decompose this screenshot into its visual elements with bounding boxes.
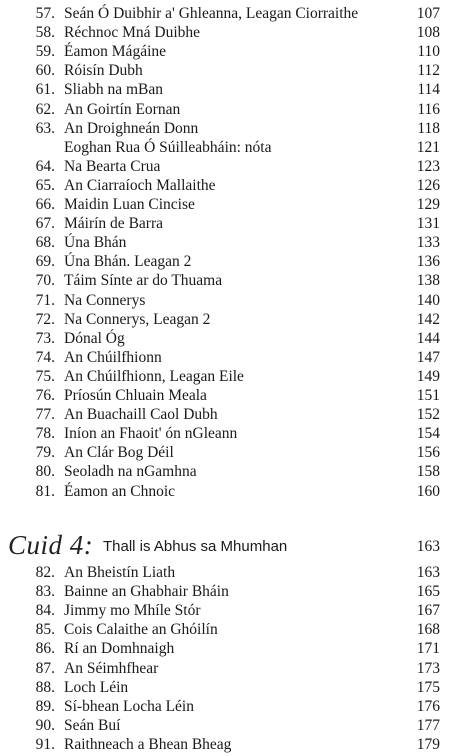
entry-page-number: 129	[416, 196, 440, 213]
entry-number: 81.	[35, 482, 55, 500]
entry-page-number: 173	[416, 659, 440, 677]
toc-entry	[0, 462, 450, 482]
entry-title: Loch Léin	[64, 678, 129, 696]
toc-entry	[0, 119, 450, 139]
toc-entry	[0, 348, 450, 368]
toc-entry	[0, 582, 450, 602]
entry-number: 88.	[35, 678, 55, 696]
entry-page-number: 152	[416, 406, 440, 424]
entry-number: 66.	[35, 196, 55, 213]
toc-entry	[0, 195, 450, 215]
entry-page-number: 151	[416, 387, 440, 404]
toc-entry	[0, 61, 450, 81]
entry-page-number: 121	[416, 138, 440, 156]
entry-title: Róisín Dubh	[64, 62, 143, 80]
entry-title: Táim Sínte ar do Thuama	[64, 272, 223, 290]
toc-entry	[0, 176, 450, 196]
toc-entry	[0, 4, 450, 24]
entry-number: 59.	[35, 43, 55, 61]
entry-title: Iníon an Fhaoit' ón nGleann	[64, 425, 238, 443]
entry-page-number: 156	[416, 444, 440, 462]
toc-entry	[0, 678, 450, 698]
entry-title: An Goirtín Eornan	[64, 100, 181, 118]
toc-entry	[0, 329, 450, 349]
entry-page-number: 158	[416, 463, 440, 481]
entry-title: Úna Bhán. Leagan 2	[64, 253, 192, 271]
toc-entry	[0, 271, 450, 291]
entry-number: 79.	[35, 444, 55, 462]
entry-number: 62.	[35, 100, 55, 118]
entry-page-number: 116	[417, 100, 440, 118]
entry-title: Cois Calaithe an Ghóilín	[64, 621, 218, 639]
entry-number: 90.	[35, 716, 55, 734]
entry-title: Na Bearta Crua	[64, 157, 161, 175]
toc-entry	[0, 601, 450, 621]
entry-number: 77.	[35, 406, 55, 424]
entry-number: 70.	[35, 272, 55, 290]
entry-title: An Droighneán Donn	[64, 119, 199, 137]
entry-number: 68.	[35, 234, 55, 252]
entry-title: Éamon an Chnoic	[64, 482, 176, 500]
entry-page-number: 179	[416, 735, 440, 753]
toc-entry	[0, 405, 450, 425]
entry-title: Na Connerys	[64, 291, 146, 309]
toc-entry	[0, 639, 450, 659]
entry-number: 67.	[35, 215, 55, 233]
entry-number: 72.	[35, 310, 55, 328]
toc-entry	[0, 620, 450, 640]
entry-title: Raithneach a Bhean Bheag	[64, 735, 232, 753]
toc-entry	[0, 697, 450, 717]
entry-title: Úna Bhán	[64, 234, 127, 252]
entry-title: An Ciarraíoch Mallaithe	[64, 176, 216, 194]
entry-page-number: 163	[416, 564, 440, 581]
entry-page-number: 140	[416, 291, 440, 309]
entry-number: 65.	[35, 176, 55, 194]
entry-title: An Chúilfhionn	[64, 348, 162, 366]
entry-title: Réchnoc Mná Duibhe	[64, 24, 201, 42]
entry-title: Bainne an Ghabhair Bháin	[64, 583, 229, 601]
entry-title: Jimmy mo Mhíle Stór	[64, 602, 201, 620]
toc-entry	[0, 233, 450, 253]
entry-number: 76.	[35, 387, 55, 404]
toc-entry	[0, 252, 450, 272]
entry-page-number: 175	[416, 678, 440, 696]
entry-page-number: 110	[417, 43, 440, 61]
entry-page-number: 177	[416, 716, 440, 734]
entry-number: 82.	[35, 564, 55, 581]
toc-entry	[0, 310, 450, 330]
entry-page-number: 171	[416, 640, 440, 658]
entry-number: 60.	[35, 62, 55, 80]
entry-number: 83.	[35, 583, 55, 601]
entry-page-number: 136	[416, 253, 440, 271]
entry-number: 63.	[35, 119, 55, 137]
entry-title: Dónal Óg	[64, 329, 125, 347]
entry-page-number: 131	[416, 215, 440, 233]
toc-entry	[0, 424, 450, 444]
entry-page-number: 133	[416, 234, 440, 252]
entry-number: 91.	[35, 735, 55, 753]
toc-entry	[0, 80, 450, 100]
entry-title: An Chúilfhionn, Leagan Eile	[64, 367, 244, 385]
entry-title: Seán Ó Duibhir a' Ghleanna, Leagan Ciorraithe	[64, 5, 359, 22]
entry-title: Sliabh na mBan	[64, 81, 164, 99]
toc-entry	[0, 659, 450, 679]
toc-entry	[0, 42, 450, 62]
entry-title: An Séimhfhear	[64, 659, 159, 677]
entry-title: An Bheistín Liath	[64, 564, 176, 581]
entry-number: 57.	[35, 5, 55, 22]
entry-number: 80.	[35, 463, 55, 481]
section-label: Cuid 4:	[8, 530, 94, 560]
toc-entry	[0, 157, 450, 177]
entry-title: Seoladh na nGamhna	[64, 463, 197, 481]
entry-title: Rí an Domhnaigh	[64, 640, 175, 658]
entry-page-number: 142	[416, 310, 440, 328]
entry-number: 87.	[35, 659, 55, 677]
toc-entry	[0, 443, 450, 463]
toc-entry	[0, 291, 450, 311]
toc-entry	[0, 716, 450, 736]
entry-number: 86.	[35, 640, 55, 658]
entry-page-number: 107	[416, 5, 440, 22]
section-heading	[0, 528, 450, 562]
entry-number: 75.	[35, 367, 55, 385]
entry-page-number: 147	[416, 348, 440, 366]
entry-title: Eoghan Rua Ó Súilleabháin: nóta	[64, 138, 272, 156]
section-page-number: 163	[416, 538, 440, 555]
entry-number: 64.	[35, 157, 55, 175]
entry-page-number: 108	[416, 24, 440, 42]
entry-page-number: 138	[416, 272, 440, 290]
entry-number: 58.	[35, 24, 55, 42]
entry-number: 85.	[35, 621, 55, 639]
entry-page-number: 168	[416, 621, 440, 639]
toc-entry	[0, 386, 450, 406]
entry-title: Éamon Mágáine	[64, 43, 167, 61]
entry-title: Seán Buí	[64, 716, 121, 734]
entry-page-number: 165	[416, 583, 440, 601]
entry-number: 89.	[35, 697, 55, 715]
toc-entry	[0, 735, 450, 755]
entry-number: 61.	[35, 81, 55, 99]
entry-page-number: 114	[417, 81, 440, 99]
entry-page-number: 123	[416, 157, 440, 175]
entry-title: Máirín de Barra	[64, 215, 163, 233]
entry-title: An Clár Bog Déil	[64, 444, 174, 462]
entry-page-number: 149	[416, 367, 440, 385]
entry-title: Sí-bhean Locha Léin	[64, 697, 194, 715]
entry-number: 84.	[35, 602, 55, 620]
toc-entry	[0, 100, 450, 120]
entry-title: An Buachaill Caol Dubh	[64, 406, 218, 424]
toc-entry	[0, 138, 450, 158]
entry-number: 78.	[35, 425, 55, 443]
entry-title: Na Connerys, Leagan 2	[64, 310, 211, 328]
entry-number: 69.	[35, 253, 55, 271]
toc-entry	[0, 214, 450, 234]
entry-number: 73.	[35, 329, 55, 347]
entry-title: Príosún Chluain Meala	[64, 387, 207, 404]
toc-entry	[0, 367, 450, 387]
entry-page-number: 112	[417, 62, 440, 80]
entry-number: 71.	[35, 291, 55, 309]
entry-title: Maidin Luan Cincise	[64, 196, 195, 213]
entry-page-number: 160	[416, 482, 440, 500]
entry-page-number: 176	[416, 697, 440, 715]
entry-page-number: 167	[416, 602, 440, 620]
section-title: Thall is Abhus sa Mhumhan	[103, 538, 288, 555]
toc-entry	[0, 563, 450, 583]
entry-page-number: 154	[416, 425, 440, 443]
entry-page-number: 126	[416, 176, 440, 194]
entry-page-number: 118	[417, 119, 440, 137]
toc-entry	[0, 23, 450, 43]
entry-number: 74.	[35, 348, 55, 366]
entry-page-number: 144	[416, 329, 440, 347]
toc-entry	[0, 482, 450, 502]
